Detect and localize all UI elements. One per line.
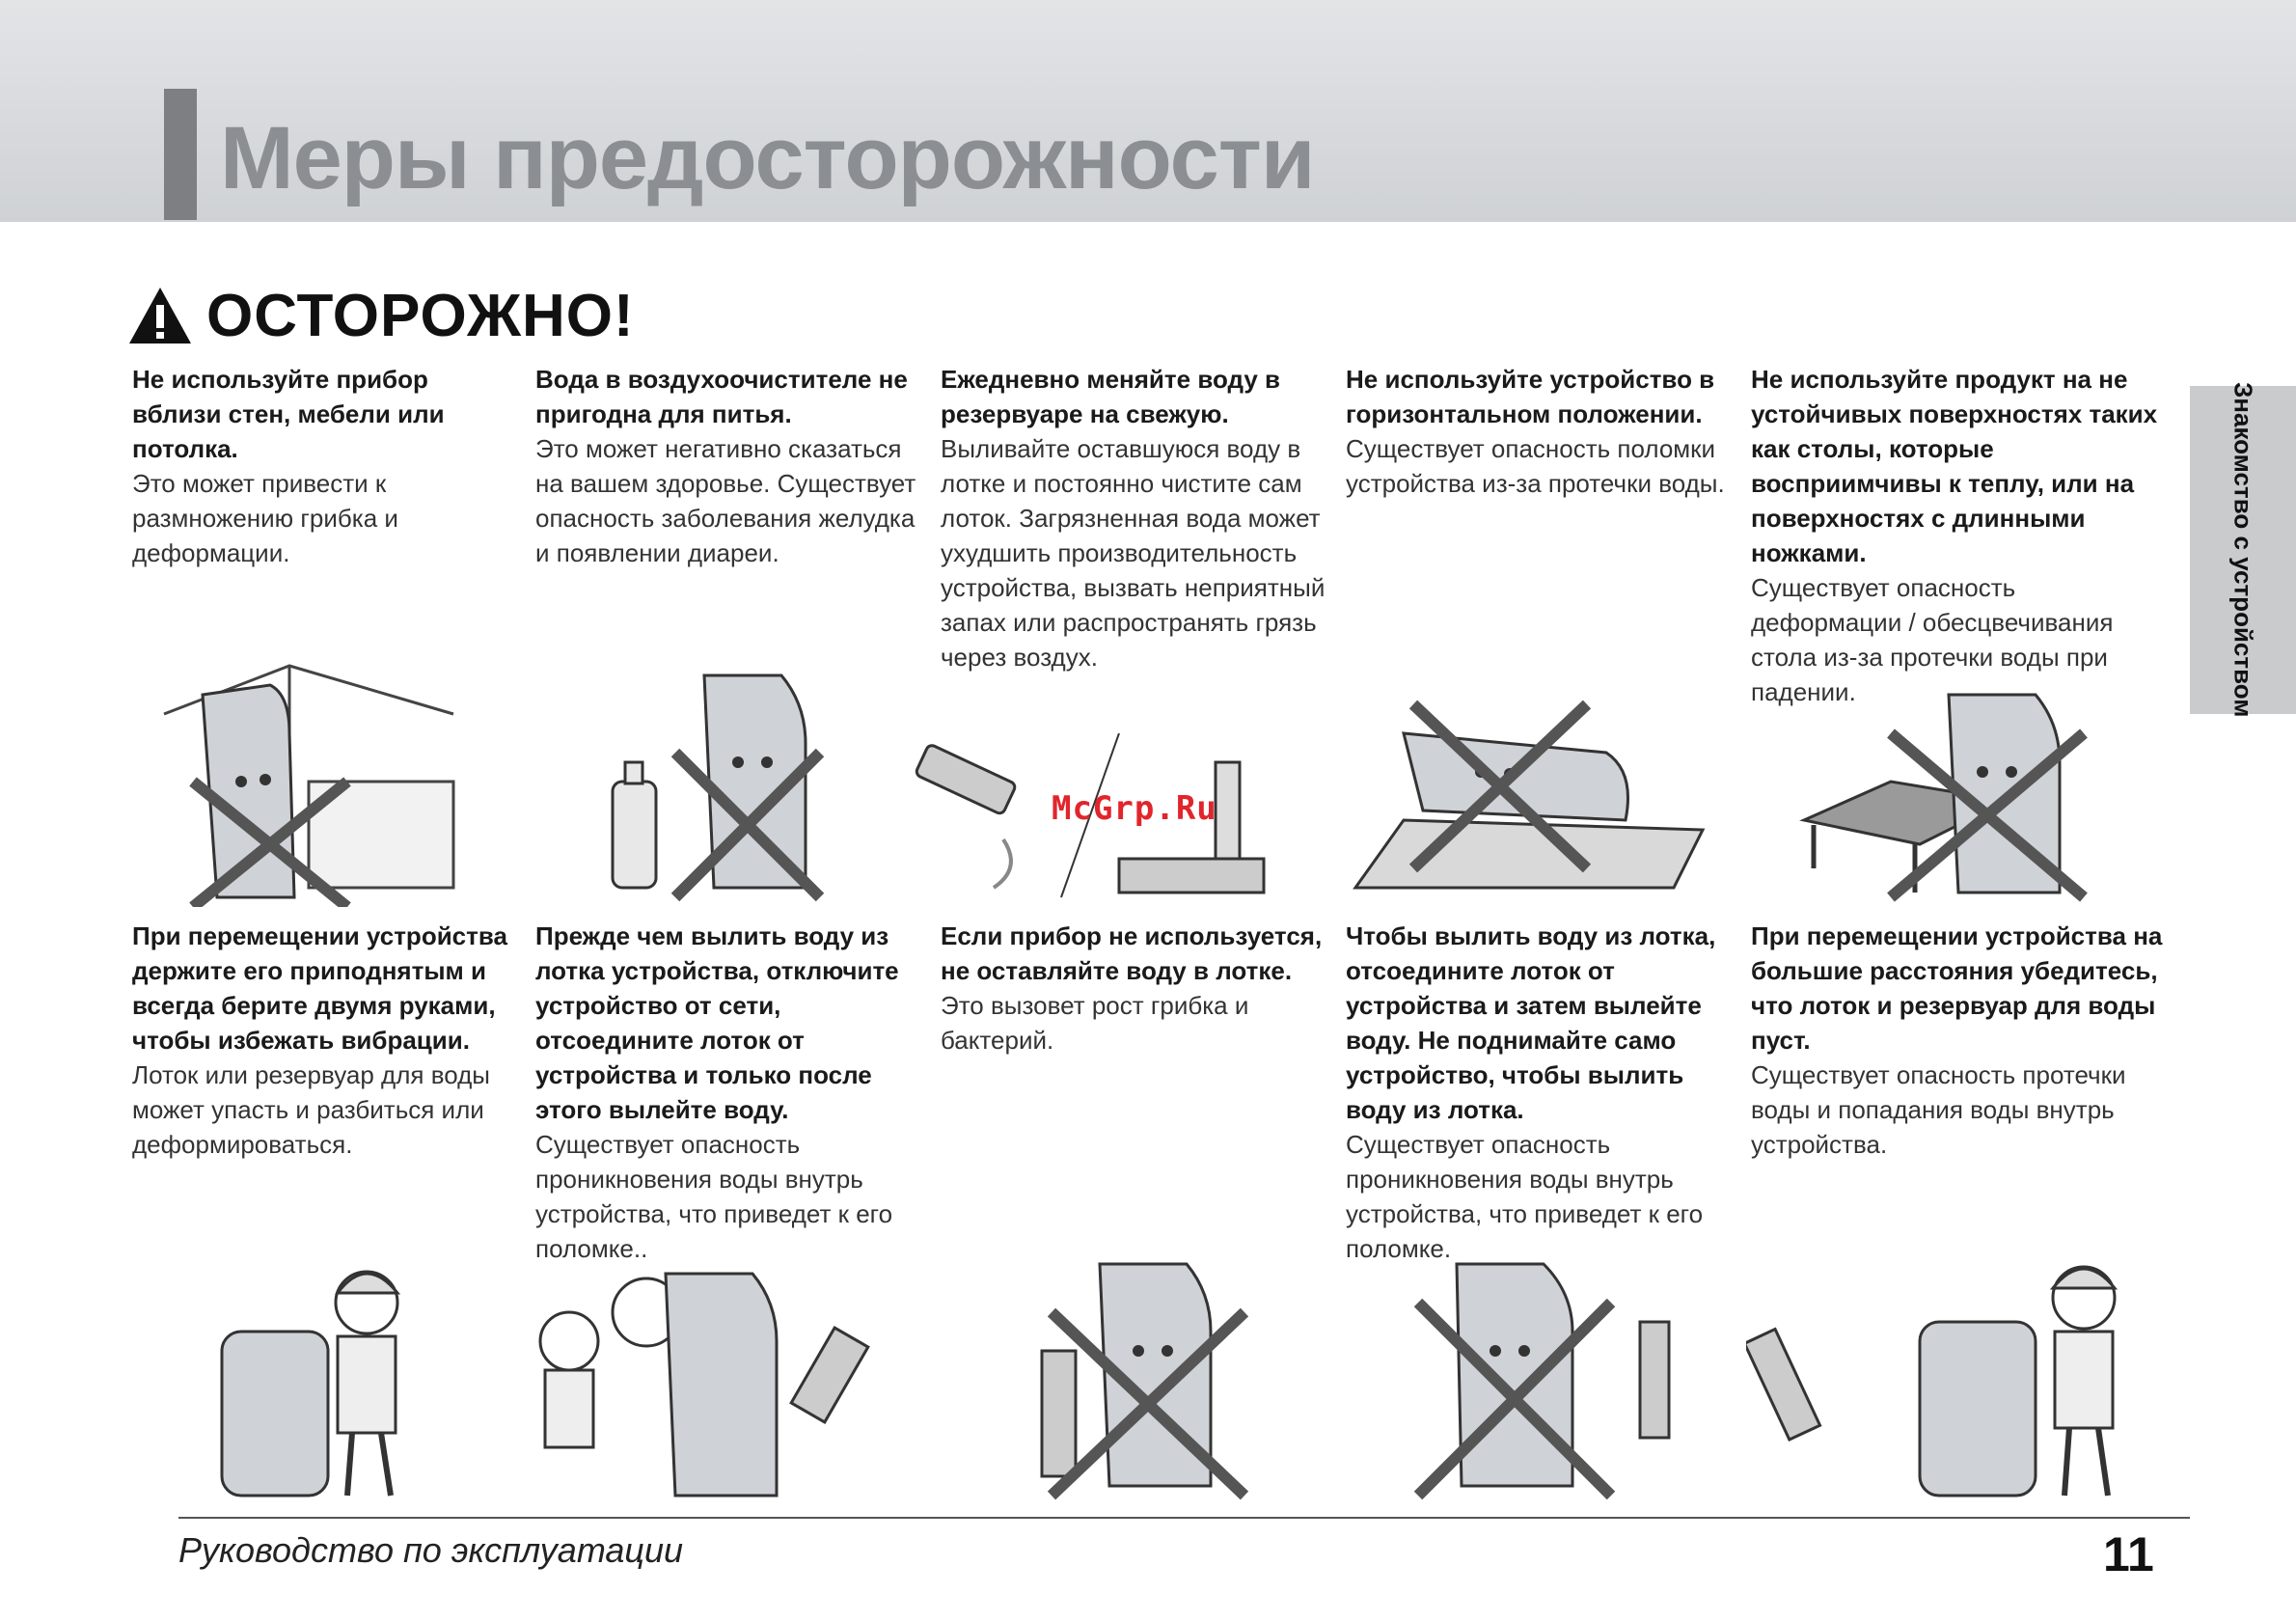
item-text: Это вызовет рост грибка и бактерий. <box>941 991 1249 1055</box>
illustration-long-distance <box>1746 1254 2171 1505</box>
caution-item-walls <box>132 362 518 570</box>
illustration-horizontal <box>1346 666 1712 907</box>
item-heading: При перемещении устройства на большие расстояния убедитесь, что лоток и резервуар для воды пуст. <box>1751 921 2163 1055</box>
item-heading: Если прибор не используется, не оставляйте воду в лотке. <box>941 921 1323 985</box>
page-title: Меры предосторожности <box>220 109 1315 207</box>
footer-manual-title: Руководство по эксплуатации <box>178 1530 684 1570</box>
item-text: Выливайте оставшуюся воду в лотке и постоянно чистите сам лоток. Загрязненная вода может ухудшить производительность устройства, вызвать неприятный запах или распространять грязь через воздух. <box>941 434 1326 672</box>
caution-item-horizontal <box>1346 362 1732 501</box>
item-heading: Не используйте устройство в горизонтальном положении. <box>1346 365 1715 428</box>
item-heading: Не используйте продукт на не устойчивых поверхностях таких как столы, которые восприимчивы к теплу, или на поверхностях с длинными ножками. <box>1751 365 2158 567</box>
item-text: Это может негативно сказаться на вашем здоровье. Существует опасность заболевания желудка и появлении диареи. <box>535 434 916 567</box>
illustration-lift-device <box>1351 1254 1698 1505</box>
caution-item-detach-tray <box>1346 919 1732 1266</box>
item-text: Существует опасность деформации / обесцвечивания стола из-за протечки воды при падении. <box>1751 573 2114 706</box>
item-text: Лоток или резервуар для воды может упасть и разбиться или деформироваться. <box>132 1060 490 1159</box>
caution-item-long-distance <box>1751 919 2166 1162</box>
item-heading: Не используйте прибор вблизи стен, мебели или потолка. <box>132 365 445 463</box>
illustration-table <box>1794 675 2180 907</box>
section-tab <box>2190 382 2296 718</box>
caution-heading <box>127 282 635 349</box>
caution-item-unstable-surface <box>1751 362 2166 709</box>
footer-divider <box>178 1517 2190 1519</box>
item-text: Существует опасность проникновения воды внутрь устройства, что приведет к его поломке. <box>1346 1130 1704 1263</box>
item-heading: Ежедневно меняйте воду в резервуаре на свежую. <box>941 365 1280 428</box>
item-text: Существует опасность поломки устройства из-за протечки воды. <box>1346 434 1725 498</box>
illustration-idle-tray <box>994 1254 1283 1505</box>
illustration-bottle <box>598 666 849 907</box>
watermark: McGrp.Ru <box>1052 789 1217 828</box>
header-accent-bar <box>164 89 197 220</box>
item-heading: Чтобы вылить воду из лотка, отсоедините лоток от устройства и затем вылейте воду. Не поднимайте само устройство, чтобы вылить воду из лотка. <box>1346 921 1716 1124</box>
caution-item-unplug-before-emptying <box>535 919 931 1266</box>
header-band <box>0 0 2296 222</box>
item-text: Существует опасность проникновения воды внутрь устройства, что приведет к его поломке.. <box>535 1130 893 1263</box>
item-heading: При перемещении устройства держите его приподнятым и всегда берите двумя руками, чтобы избежать вибрации. <box>132 921 507 1055</box>
caution-item-moving <box>132 919 518 1162</box>
item-text: Это может привести к размножению грибка и деформации. <box>132 469 398 567</box>
item-heading: Вода в воздухоочистителе не пригодна для питья. <box>535 365 908 428</box>
item-heading: Прежде чем вылить воду из лотка устройства, отключите устройство от сети, отсоедините лоток от устройства и только после этого вылейте воду. <box>535 921 899 1124</box>
caution-item-fresh-water <box>941 362 1336 674</box>
section-tab-label: Знакомство с устройством <box>2228 382 2258 718</box>
illustration-carry-person <box>212 1254 424 1505</box>
warning-triangle-icon <box>127 286 193 345</box>
caution-label: ОСТОРОЖНО! <box>206 282 635 349</box>
caution-item-no-water-when-idle <box>941 919 1326 1058</box>
item-text: Существует опасность протечки воды и попадания воды внутрь устройства. <box>1751 1060 2126 1159</box>
caution-item-drinking <box>535 362 921 570</box>
illustration-unplug <box>521 1254 888 1505</box>
page-number: 11 <box>2103 1527 2154 1581</box>
illustration-near-wall <box>125 656 463 907</box>
